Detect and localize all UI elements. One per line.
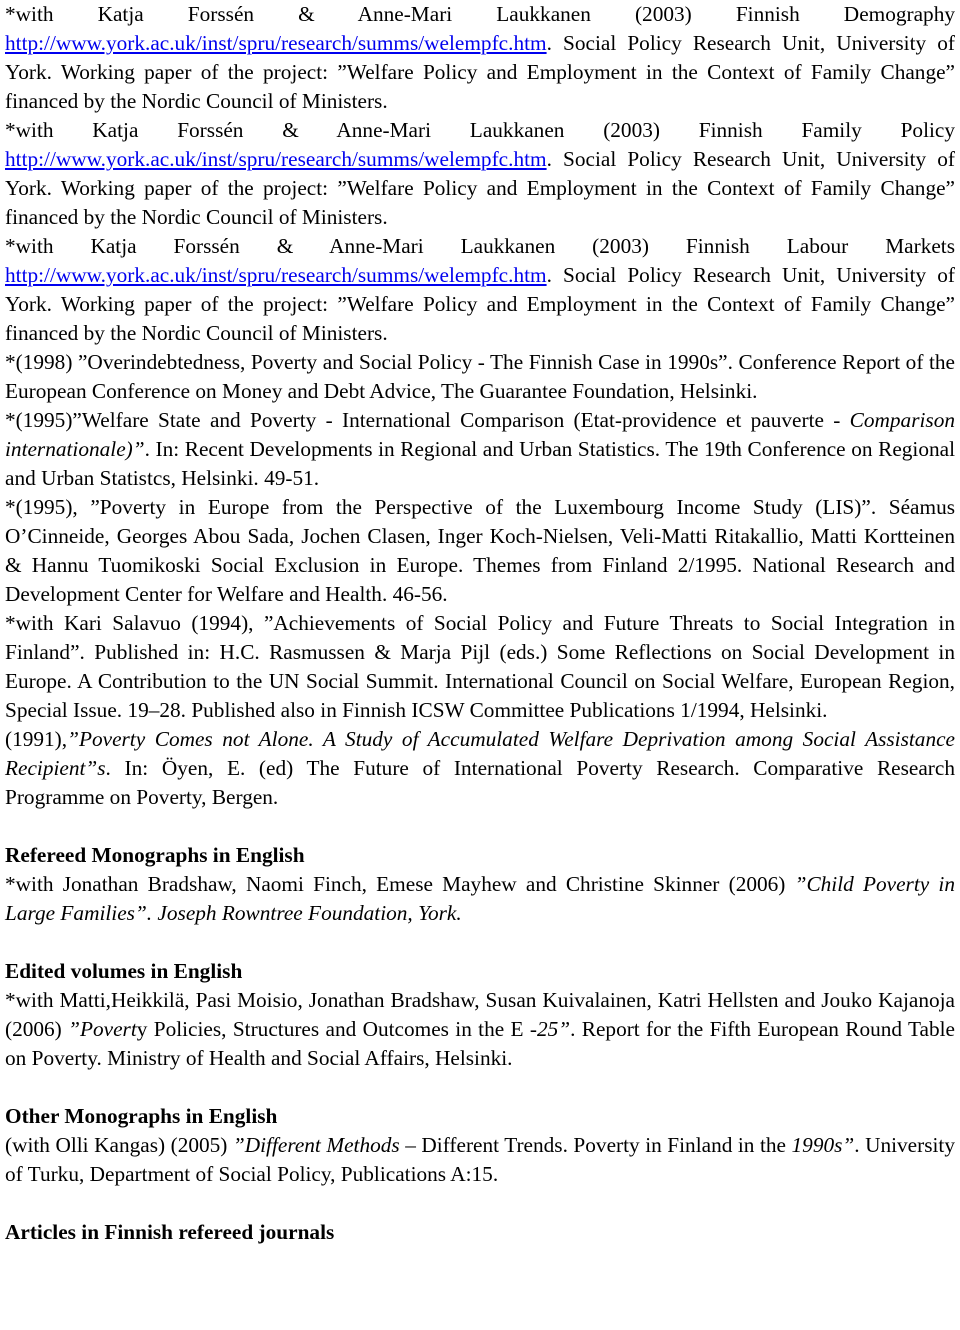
reference-text: *with Katja Forssén & Anne-Mari Laukkanen (2003) Finnish Family Policy [5, 118, 955, 142]
reference-entry [5, 0, 955, 116]
spacer [5, 1189, 955, 1218]
reference-text: *with Jonathan Bradshaw, Naomi Finch, Emese Mayhew and Christine Skinner (2006) [5, 872, 795, 896]
reference-italic-text: ”Child Poverty in Large Families”. Joseph Rowntree Foundation, York. [5, 872, 955, 925]
reference-text: . Report for the Fifth European Round Table on Poverty. Ministry of Health and Social Affairs, Helsinki. [5, 1017, 955, 1070]
section-heading: Edited volumes in English [5, 959, 243, 983]
reference-text: *with Matti,Heikkilä, Pasi Moisio, Jonathan Bradshaw, Susan Kuivalainen, Katri Hellsten and Jouko Kajanoja (2006) [5, 988, 955, 1041]
reference-entry [5, 986, 955, 1073]
section-heading: Other Monographs in English [5, 1104, 278, 1128]
reference-italic-text: ”Povert [68, 1017, 137, 1041]
reference-italic-text: Comparison internationale)” [5, 408, 955, 461]
reference-entry [5, 232, 955, 348]
reference-entry: *(1995), ”Poverty in Europe from the Perspective of the Luxembourg Income Study (LIS)”. Séamus O’Cinneide, Georges Abou Sada, Jochen Clasen, Inger Koch-Nielsen, Veli-Matti Ritakallio, Matti Kortteinen & Hannu Tuomikoski Social Exclusion in Europe. Themes from Finland 2/1995. National Research and Development Center for Welfare and Health. 46-56. [5, 495, 955, 606]
reference-entry: *(1998) ”Overindebtedness, Poverty and Social Policy - The Finnish Case in 1990s”. Conference Report of the European Conference on Money and Debt Advice, The Guarantee Foundation, Helsinki. [5, 350, 955, 403]
reference-text: . In: Öyen, E. (ed) The Future of International Poverty Research. Comparative Research Programme on Poverty, Bergen. [5, 756, 955, 809]
reference-text: (1991), [5, 727, 68, 751]
reference-link[interactable]: http://www.york.ac.uk/inst/spru/research/summs/welempfc.htm [5, 147, 547, 171]
reference-entry [5, 406, 955, 493]
reference-italic-text: ”Poverty Comes not Alone. A Study of Accumulated Welfare Deprivation among Social Assistance Recipient”s [5, 727, 955, 780]
reference-entry [5, 116, 955, 232]
reference-text: *with Katja Forssén & Anne-Mari Laukkanen (2003) Finnish Labour Markets [5, 234, 955, 258]
reference-italic-text: ”Different Methods [232, 1133, 400, 1157]
reference-text: . Social Policy Research Unit, University of York. Working paper of the project: ”Welfare Policy and Employment in the Context of Family Change” financed by the Nordic Council of Ministers. [5, 263, 955, 345]
reference-link[interactable]: http://www.york.ac.uk/inst/spru/research/summs/welempfc.htm [5, 263, 547, 287]
section-heading: Refereed Monographs in English [5, 843, 305, 867]
reference-text: . Social Policy Research Unit, University of York. Working paper of the project: ”Welfare Policy and Employment in the Context of Family Change” financed by the Nordic Council of Ministers. [5, 31, 955, 113]
reference-italic-text: -25” [529, 1017, 571, 1041]
spacer [5, 812, 955, 841]
section-heading: Articles in Finnish refereed journals [5, 1220, 335, 1244]
reference-entry [5, 870, 955, 928]
reference-text: (with Olli Kangas) (2005) [5, 1133, 233, 1157]
reference-text: *with Katja Forssén & Anne-Mari Laukkanen (2003) Finnish Demography [5, 2, 955, 26]
reference-text: . Social Policy Research Unit, University of York. Working paper of the project: ”Welfare Policy and Employment in the Context of Family Change” financed by the Nordic Council of Ministers. [5, 147, 955, 229]
spacer [5, 928, 955, 957]
reference-italic-text: 1990s” [791, 1133, 855, 1157]
spacer [5, 1073, 955, 1102]
reference-text: *(1995)”Welfare State and Poverty - International Comparison (Etat-providence et pauverte - [5, 408, 850, 432]
reference-text: . In: Recent Developments in Regional and Urban Statistics. The 19th Conference on Regional and Urban Statistcs, Helsinki. 49-51. [5, 437, 955, 490]
reference-entry [5, 725, 955, 812]
reference-text: . University of Turku, Department of Social Policy, Publications A:15. [5, 1133, 956, 1186]
reference-entry [5, 1131, 955, 1189]
reference-entry: *with Kari Salavuo (1994), ”Achievements of Social Policy and Future Threats to Social Integration in Finland”. Published in: H.C. Rasmussen & Marja Pijl (eds.) Some Reflections on Social Development in Europe. A Contribution to the UN Social Summit. International Council on Social Welfare, European Region, Special Issue. 19–28. Published also in Finnish ICSW Committee Publications 1/1994, Helsinki. [5, 611, 955, 722]
reference-text: y Policies, Structures and Outcomes in the E [136, 1017, 530, 1041]
reference-text: – Different Trends. Poverty in Finland in the [399, 1133, 792, 1157]
reference-link[interactable]: http://www.york.ac.uk/inst/spru/research/summs/welempfc.htm [5, 31, 547, 55]
